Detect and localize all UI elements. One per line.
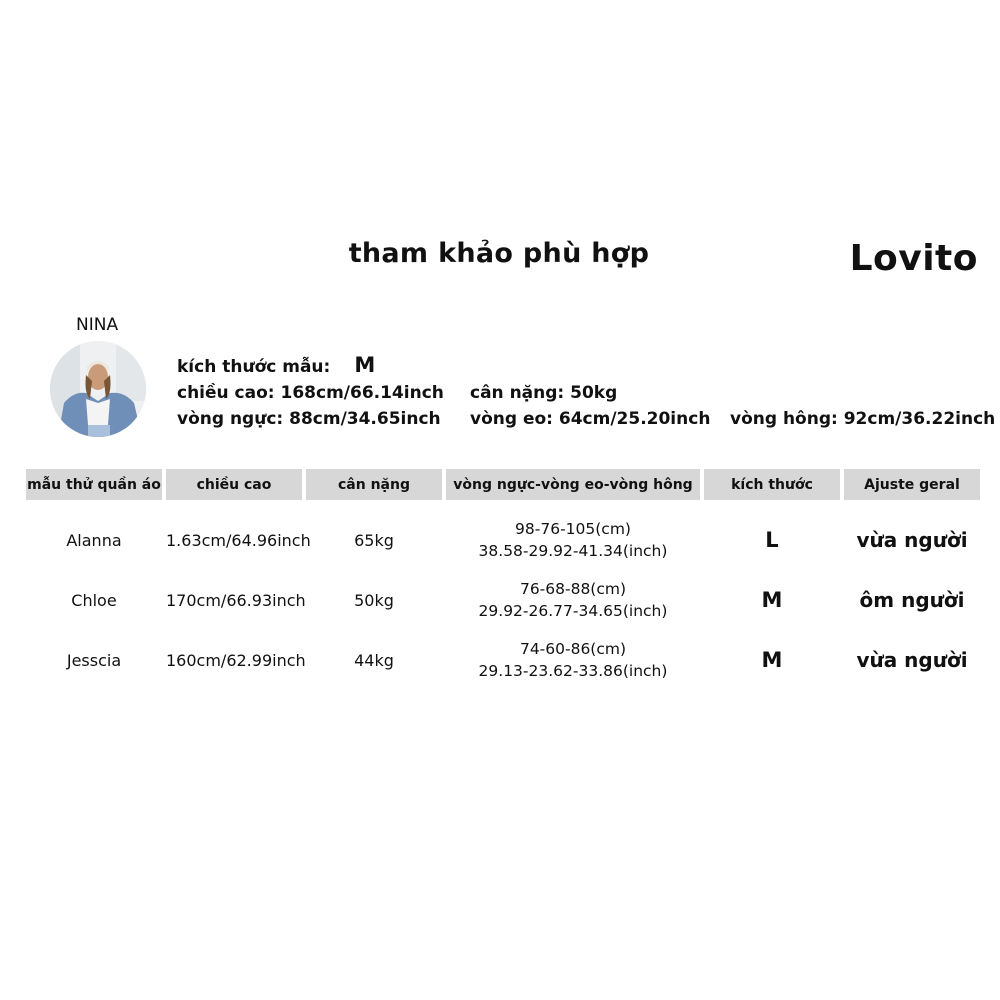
page-title: tham khảo phù hợp [348, 238, 650, 269]
header-size: kích thước [704, 469, 840, 500]
measurements-inch: 38.58-29.92-41.34(inch) [478, 542, 668, 560]
model-bust: vòng ngực: 88cm/34.65inch [177, 409, 441, 429]
model-size-label: kích thước mẫu: [177, 357, 331, 377]
model-size [177, 353, 375, 377]
table-row [26, 500, 980, 570]
header-measurements: vòng ngực-vòng eo-vòng hông [446, 469, 700, 500]
cell-name: Alanna [66, 530, 122, 550]
cell-fit: ôm người [859, 588, 965, 612]
header-weight: cân nặng [306, 469, 442, 500]
cell-height: 1.63cm/64.96inch [166, 530, 311, 550]
cell-weight: 44kg [354, 650, 394, 670]
measurements-cm: 98-76-105(cm) [515, 520, 631, 538]
header-fit: Ajuste geral [844, 469, 980, 500]
cell-weight: 50kg [354, 590, 394, 610]
model-size-value: M [354, 353, 376, 377]
brand-logo: Lovito [849, 238, 978, 279]
measurements-cm: 76-68-88(cm) [519, 580, 627, 598]
model-hip: vòng hông: 92cm/36.22inch [730, 409, 996, 429]
model-waist: vòng eo: 64cm/25.20inch [470, 409, 711, 429]
measurements-inch: 29.13-23.62-33.86(inch) [478, 662, 668, 680]
header-height: chiều cao [166, 469, 302, 500]
fit-reference-table [22, 469, 984, 690]
cell-size: M [761, 588, 783, 612]
measurements-cm: 74-60-86(cm) [519, 640, 627, 658]
cell-name: Jesscia [66, 650, 122, 670]
cell-measurements [446, 630, 700, 690]
cell-height: 160cm/62.99inch [166, 650, 306, 670]
table-row [26, 570, 980, 630]
cell-size: L [765, 528, 779, 552]
cell-fit: vừa người [856, 528, 968, 552]
header-model: mẫu thử quần áo [26, 469, 162, 500]
table-row [26, 630, 980, 690]
cell-fit: vừa người [856, 648, 968, 672]
table-header-row [26, 469, 980, 500]
cell-measurements [446, 570, 700, 630]
cell-height: 170cm/66.93inch [166, 590, 306, 610]
cell-weight: 65kg [354, 530, 394, 550]
model-photo-icon [50, 341, 146, 437]
model-name: NINA [76, 315, 119, 335]
model-height: chiều cao: 168cm/66.14inch [177, 383, 444, 403]
model-avatar [50, 341, 146, 437]
measurements-inch: 29.92-26.77-34.65(inch) [478, 602, 668, 620]
cell-name: Chloe [71, 590, 117, 610]
model-weight: cân nặng: 50kg [470, 383, 618, 403]
cell-measurements [446, 500, 700, 570]
cell-size: M [761, 648, 783, 672]
